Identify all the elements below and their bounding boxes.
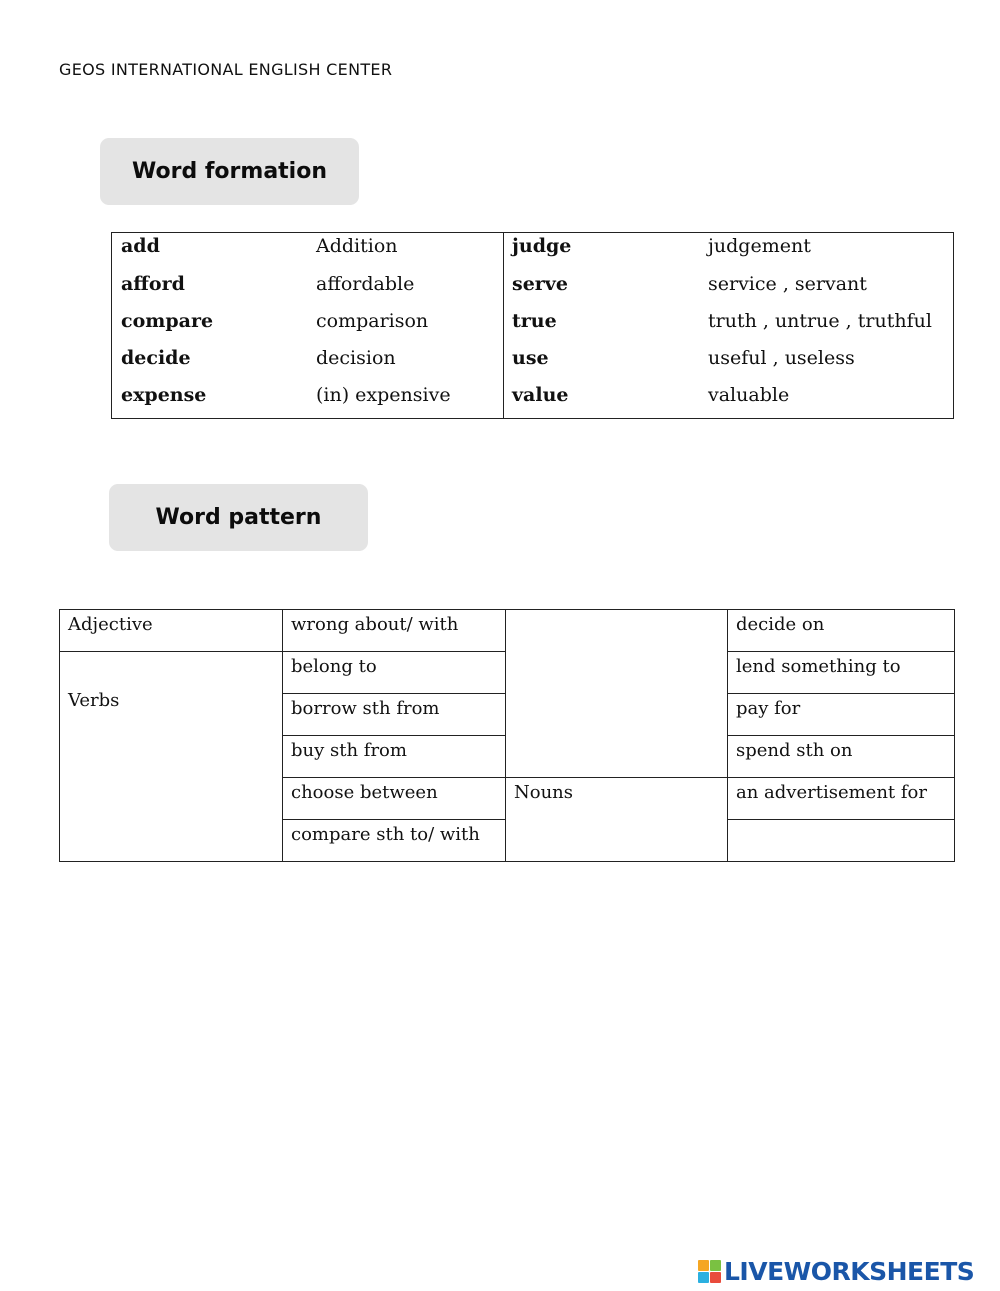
pattern-cell: compare sth to/ with [283, 820, 506, 862]
word-cell: expense [121, 384, 207, 406]
word-pattern-table [59, 609, 955, 862]
word-cell: serve [512, 273, 568, 295]
word-formation-heading: Word formation [100, 138, 359, 205]
forms-cell: service , servant [708, 273, 867, 295]
forms-cell: comparison [316, 310, 429, 332]
pattern-cell: borrow sth from [283, 694, 506, 736]
pattern-cell: buy sth from [283, 736, 506, 778]
forms-cell: valuable [708, 384, 790, 406]
forms-cell: decision [316, 347, 396, 369]
pattern-cell: choose between [283, 778, 506, 820]
word-cell: true [512, 310, 557, 332]
word-cell: judge [512, 235, 572, 257]
liveworksheets-logo[interactable] [698, 1256, 974, 1286]
word-cell: value [512, 384, 569, 406]
forms-cell: truth , untrue , truthful [708, 310, 932, 332]
verbs-label: Verbs [60, 652, 283, 862]
word-cell: decide [121, 347, 191, 369]
word-cell: use [512, 347, 549, 369]
word-pattern-heading: Word pattern [109, 484, 368, 551]
pattern-cell: pay for [728, 694, 955, 736]
forms-cell: affordable [316, 273, 415, 295]
pattern-cell: wrong about/ with [283, 610, 506, 652]
empty-cell [506, 610, 728, 778]
logo-block [710, 1272, 721, 1283]
word-cell: afford [121, 273, 185, 295]
word-cell: compare [121, 310, 214, 332]
logo-blocks-icon [698, 1260, 721, 1283]
pattern-cell: lend something to [728, 652, 955, 694]
logo-block [710, 1260, 721, 1271]
forms-cell: (in) expensive [316, 384, 451, 406]
word-formation-table [111, 232, 954, 419]
pattern-cell: spend sth on [728, 736, 955, 778]
nouns-label: Nouns [506, 778, 728, 862]
word-cell: add [121, 235, 160, 257]
page-header: GEOS INTERNATIONAL ENGLISH CENTER [59, 60, 393, 79]
forms-cell: judgement [708, 235, 811, 257]
pattern-cell: belong to [283, 652, 506, 694]
pattern-cell: an advertisement for [728, 778, 955, 820]
table-divider [503, 233, 504, 418]
pattern-cell [728, 820, 955, 862]
adjective-label: Adjective [60, 610, 283, 652]
logo-text: LIVEWORKSHEETS [724, 1256, 975, 1286]
forms-cell: useful , useless [708, 347, 855, 369]
logo-block [698, 1272, 709, 1283]
pattern-cell: decide on [728, 610, 955, 652]
logo-block [698, 1260, 709, 1271]
forms-cell: Addition [316, 235, 398, 257]
